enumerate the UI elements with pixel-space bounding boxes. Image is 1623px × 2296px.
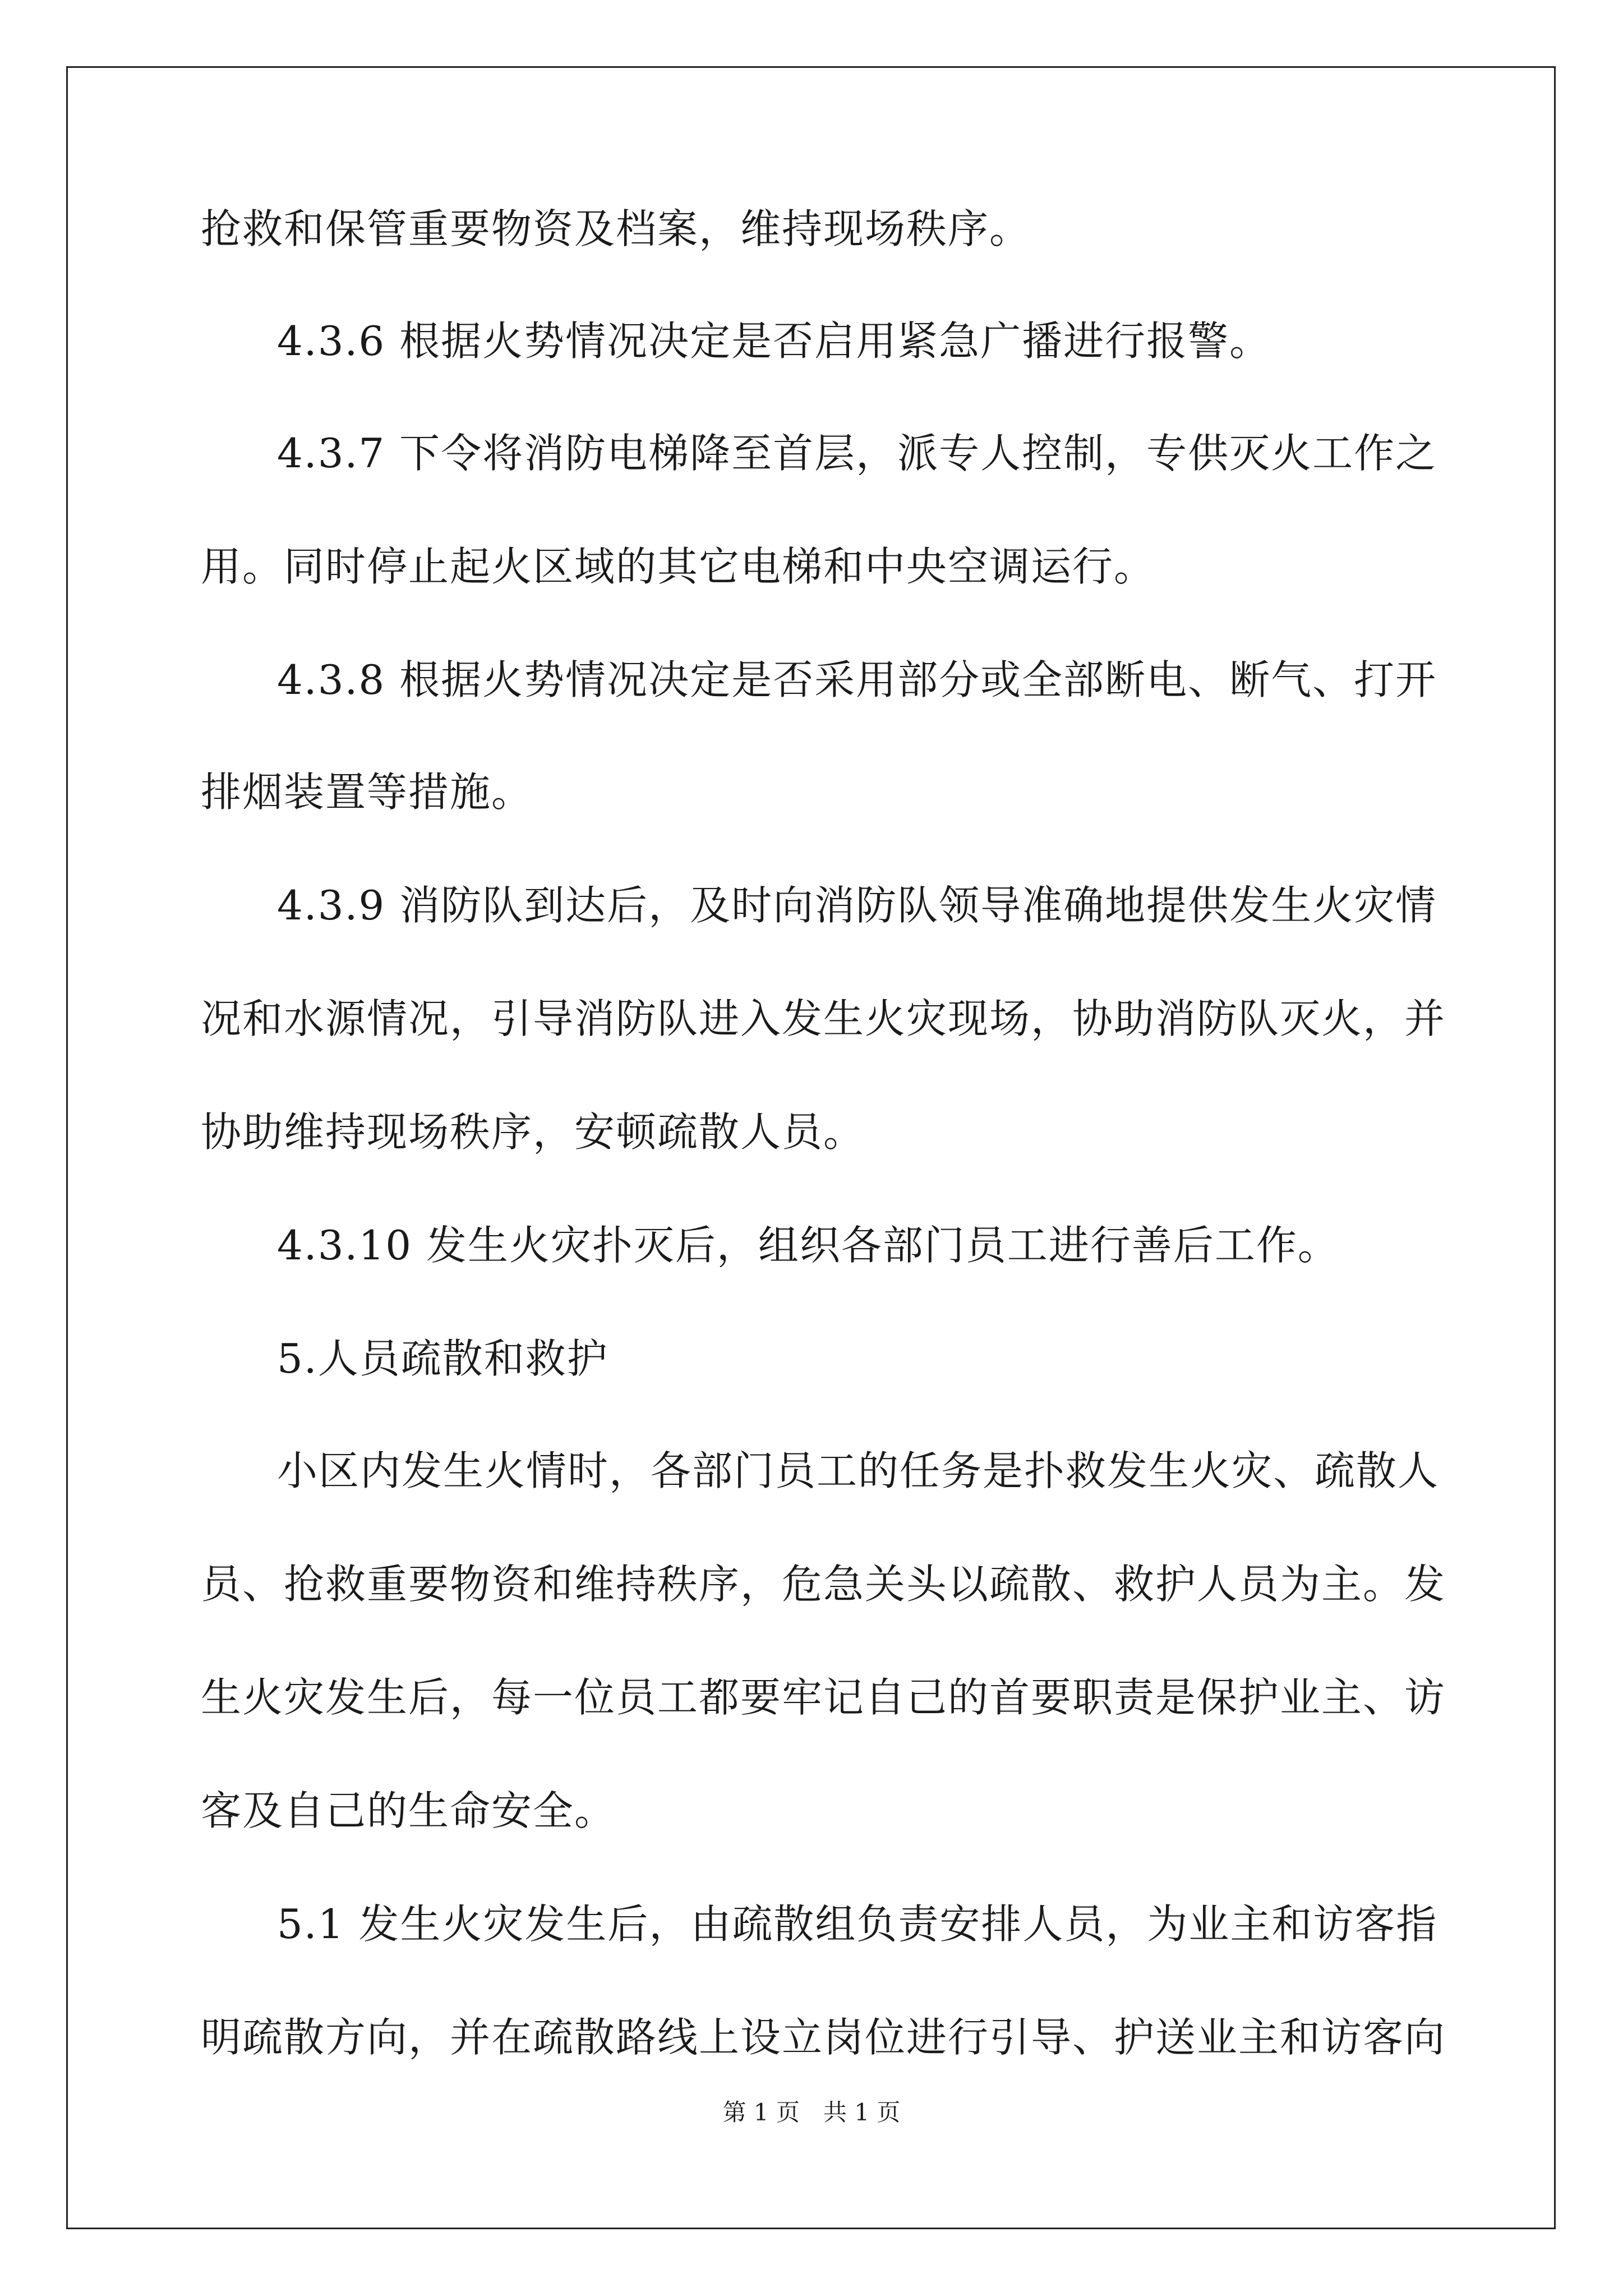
- text-line: 协助维持现场秩序，安顿疏散人员。: [201, 1108, 865, 1156]
- text-line: 排烟装置等措施。: [201, 769, 533, 816]
- text-line: 4.3.10 发生火灾扑灭后，组织各部门员工进行善后工作。: [277, 1222, 1339, 1269]
- text-line: 生火灾发生后，每一位员工都要牢记自己的首要职责是保护业主、访: [201, 1674, 1446, 1721]
- page-footer: 第 1 页 共 1 页: [722, 2099, 901, 2126]
- text-line: 况和水源情况，引导消防队进入发生火灾现场，协助消防队灭火，并: [201, 995, 1446, 1042]
- text-line: 5.1 发生火灾发生后，由疏散组负责安排人员，为业主和访客指: [277, 1901, 1438, 1948]
- section-heading: 5.人员疏散和救护: [277, 1335, 608, 1382]
- text-line: 明疏散方向，并在疏散路线上设立岗位进行引导、护送业主和访客向: [201, 2014, 1446, 2061]
- text-line: 客及自己的生命安全。: [201, 1787, 616, 1834]
- text-line: 4.3.6 根据火势情况决定是否启用紧急广播进行报警。: [277, 318, 1271, 365]
- text-line: 4.3.7 下令将消防电梯降至首层，派专人控制，专供灭火工作之: [277, 430, 1437, 477]
- text-line: 用。同时停止起火区域的其它电梯和中央空调运行。: [201, 543, 1156, 590]
- text-line: 员、抢救重要物资和维持秩序，危急关头以疏散、救护人员为主。发: [201, 1561, 1446, 1608]
- text-line: 4.3.8 根据火势情况决定是否采用部分或全部断电、断气、打开: [277, 656, 1437, 703]
- text-line: 抢救和保管重要物资及档案，维持现场秩序。: [201, 205, 1031, 252]
- text-line: 小区内发生火情时，各部门员工的任务是扑救发生火灾、疏散人: [277, 1447, 1440, 1494]
- text-line: 4.3.9 消防队到达后，及时向消防队领导准确地提供发生火灾情: [277, 882, 1437, 929]
